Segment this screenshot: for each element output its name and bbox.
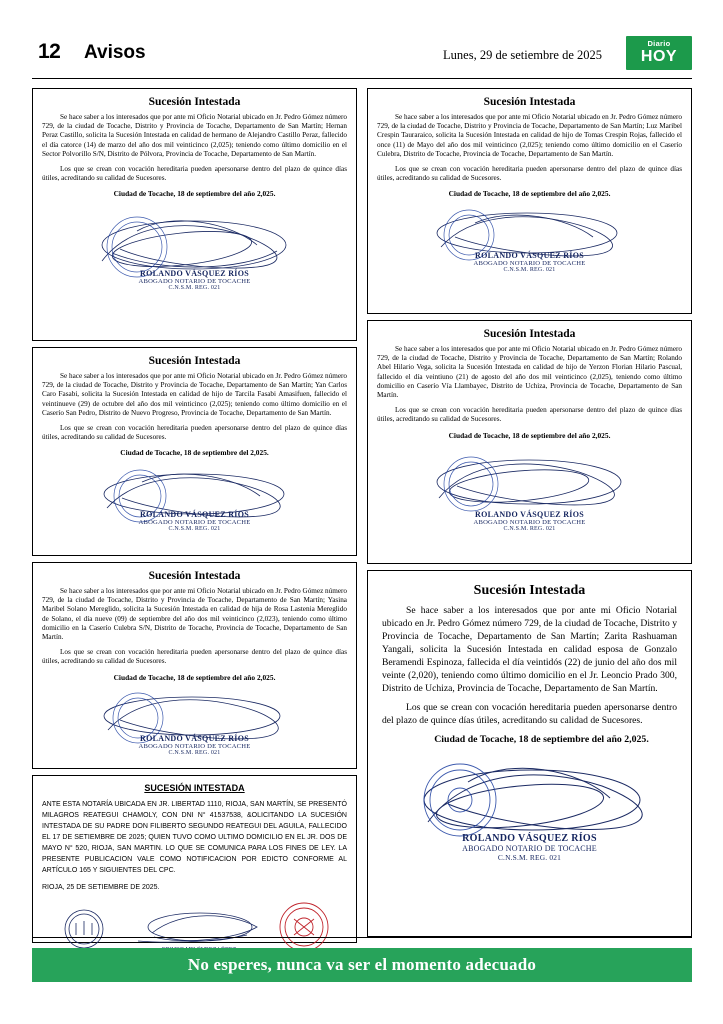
notice-body-2: Los que se crean con vocación hereditaria pueden apersonarse dentro del plazo de quince días útiles, acreditando su calidad de Sucesores. xyxy=(42,424,347,442)
notary-registration: C.N.S.M. REG. 021 xyxy=(503,525,556,532)
footer-banner xyxy=(32,948,692,982)
notice-box xyxy=(32,347,357,556)
notice-title: Sucesión Intestada xyxy=(148,570,241,582)
notary-signature xyxy=(377,201,682,279)
notary-name: ROLANDO VÁSQUEZ RÍOS xyxy=(140,733,249,743)
logo-bottom-text: HOY xyxy=(640,48,678,65)
notice-city-date: Ciudad de Tocache, 18 de septiembre del año 2,025. xyxy=(113,672,276,682)
notary-name: ROLANDO VÁSQUEZ RÍOS xyxy=(475,509,584,519)
notice-body-2: Los que se crean con vocación hereditaria pueden apersonarse dentro del plazo de quince días útiles, acreditando su calidad de Sucesores. xyxy=(42,165,347,183)
notice-body-2: Los que se crean con vocación hereditaria pueden apersonarse dentro del plazo de quince días útiles, acreditando su calidad de Sucesores. xyxy=(42,648,347,666)
notary-name: ROLANDO VÁSQUEZ RÍOS xyxy=(140,509,249,519)
notice-body-2: Los que se crean con vocación hereditaria pueden apersonarse dentro del plazo de quince días útiles, acreditando su calidad de Sucesores. xyxy=(377,165,682,183)
signature-name-block xyxy=(377,251,682,273)
notice-title: Sucesión Intestada xyxy=(148,355,241,367)
notice-title: Sucesión Intestada xyxy=(483,96,576,108)
footer-divider xyxy=(32,937,692,938)
notary-signature xyxy=(42,684,347,762)
notary-signature xyxy=(42,201,347,297)
publication-date: Lunes, 29 de setiembre de 2025 xyxy=(443,48,602,62)
notice-body-2: Los que se crean con vocación hereditaria pueden apersonarse dentro del plazo de quince días útiles, acreditando su calidad de Sucesores. xyxy=(377,406,682,424)
notice-body: Se hace saber a los interesados que por ante mi Oficio Notarial ubicado en Jr. Pedro Gómez número 729, de la ciudad de Tocache, Distrito y Provincia de Tocache, Departamento de San Martín; Yan Carlos Caro Fasabi, solicita la Sucesión Intestada en calidad de hijo de Tarcila Fasabi Amasifuen, fallecido el veintinueve (29) de octubre del año dos mil veinticinco (2,025); teniendo como último domicilio en el Caserío San Pedro, Distrito de Nuevo Progreso, Provincia de Tocache, Departamento de San Martín. xyxy=(42,372,348,417)
notice-title: Sucesión Intestada xyxy=(148,96,241,108)
notary-registration: C.N.S.M. REG. 021 xyxy=(168,284,221,291)
notary-name: ROLANDO VÁSQUEZ RÍOS xyxy=(140,268,249,278)
notary-registration: C.N.S.M. REG. 021 xyxy=(497,853,562,862)
notary-stamps xyxy=(42,899,347,955)
notary-registration: C.N.S.M. REG. 021 xyxy=(168,749,221,756)
footer-banner-text: No esperes, nunca va ser el momento adecuado xyxy=(187,955,537,974)
notice-city-date: Ciudad de Tocache, 18 de septiembre del año 2,025. xyxy=(113,189,276,199)
notary-signature xyxy=(382,748,677,868)
notice-body: Se hace saber a los interesados que por ante mi Oficio Notarial ubicado en Jr. Pedro Gómez número 729, de la ciudad de Tocache, Distrito y Provincia de Tocache, Departamento de San Martín; Yasina Maribel Solano Mereglido, solicita la Sucesión Intestada en calidad de hija de Rosa Lastenia Mereglido de Solano, el día nueve (09) de septiembre del año dos mil veinticinco (2,023), teniendo como último domicilio en la Caserío Culebra S/N, Distrito de Tocache, Provincia de Tocache, Departamento de San Martín. xyxy=(42,587,348,642)
notice-title: SUCESIÓN INTESTADA xyxy=(144,783,245,793)
notary-name: ROLANDO VÁSQUEZ RÍOS xyxy=(475,250,584,260)
notice-title: Sucesión Intestada xyxy=(473,583,586,598)
signature-name-block xyxy=(42,734,347,756)
notary-role: ABOGADO NOTARIO DE TOCACHE xyxy=(138,518,251,526)
section-title: Avisos xyxy=(84,42,146,63)
stamp-group-icon xyxy=(42,899,347,955)
notice-box xyxy=(367,320,692,564)
page-header xyxy=(32,39,692,76)
notice-box-rioja xyxy=(32,775,357,943)
signature-name-block xyxy=(42,510,347,532)
notary-role: ABOGADO NOTARIO DE TOCACHE xyxy=(473,259,586,267)
notice-box xyxy=(32,88,357,341)
notary-role: ABOGADO NOTARIO DE TOCACHE xyxy=(473,518,586,526)
notice-body: ANTE ESTA NOTARÍA UBICADA EN JR. LIBERTAD 1110, RIOJA, SAN MARTÍN, SE PRESENTÓ MILAGROS REATEGUI CHAMOLY, CON DNI N° 41537538, &OLICITANDO LA SUCESIÓN INTESTADA DE SU PADRE DON FILIBERTO SEGUNDO REATEGUI DEL AGUILA, FALLECIDO EL 17 DE SETIEMBRE DE 2025; QUIEN TUVO COMO ULTIMO DOMICILIO EN EL JR. DOS DE MAYO N° 520, RIOJA, SAN MARTIN. LO QUE SE COMUNICA PARA LOS FINES DE LEY. LA PRESENTE PUBLICACION VALE COMO NOTIFICACION POR EDICTO CONFORME AL ARTÍCULO 165 Y SIGUIENTES DEL CPC. xyxy=(42,801,347,874)
notary-name: ROLANDO VÁSQUEZ RÍOS xyxy=(462,833,597,844)
notice-box xyxy=(367,88,692,314)
notice-body: Se hace saber a los interesados que por ante mi Oficio Notarial ubicado en Jr. Pedro Gómez número 729, de la ciudad de Tocache, Distrito y Provincia de Tocache, Departamento de San Martín; Luz Maribel Crespin Tauraraico, solicita la Sucesión Intestada en calidad de hijo de Tomas Crespin Rojas, fallecido el once (11) de Mayo del año dos mil veinticinco (2,025); teniendo como último domicilio en el Caserío Culebra, Distrito de Tocache, Provincia de Tocache, Departamento de San Martín. xyxy=(377,113,683,158)
notice-title: Sucesión Intestada xyxy=(483,328,576,340)
notice-city-date: Ciudad de Tocache, 18 de septiembre del año 2,025. xyxy=(434,734,649,745)
notice-city-date: Ciudad de Tocache, 18 de septiembre del año 2,025. xyxy=(448,430,611,440)
notary-signature xyxy=(42,460,347,538)
notice-body: Se hace saber a los interesados que por ante mi Oficio Notarial ubicado en Jr. Pedro Gómez número 729, de la ciudad de Tocache, Distrito y Provincia de Tocache, Departamento de San Martín; Zarita Rashuaman Yangali, solicita la Sucesión Intestada en calidad esposa de Gonzalo Beramendi Espinoza, fallecida el día veintidós (22) de junio del año dos mil veinte (2,020), teniendo como último domicilio en el Jr. Leoncio Prado 300, Distrito de Uchiza, Provincia de Tocache, Departamento de San Martín. xyxy=(382,605,677,694)
right-column xyxy=(367,88,692,943)
notary-role: ABOGADO NOTARIO DE TOCACHE xyxy=(138,742,251,750)
signature-name-block xyxy=(42,269,347,291)
notice-city-date: Ciudad de Tocache, 18 de septiembre del año 2,025. xyxy=(448,189,611,199)
notice-body: Se hace saber a los interesados que por ante mi Oficio Notarial ubicado en Jr. Pedro Gómez número 729, de la ciudad de Tocache, Distrito y Provincia de Tocache, Departamento de San Martín; Hernan Peraz Castillo, solicita la Sucesión Intestada en calidad de hermano de Alejandro Castillo Peraz, fallecido el día catorce (14) de marzo del año dos mil veinticinco (2,025); teniendo como último domicilio en el Sector Polvorillo S/N, Distrito de Pólvora, Provincia de Tocache, Departamento de San Martín. xyxy=(42,113,348,158)
notary-role: ABOGADO NOTARIO DE TOCACHE xyxy=(462,844,597,853)
left-column xyxy=(32,88,357,949)
signature-name-block xyxy=(377,510,682,532)
logo-top-text: Diario xyxy=(647,39,671,48)
notice-box xyxy=(32,562,357,769)
notice-city-date: RIOJA, 25 DE SETIEMBRE DE 2025. xyxy=(42,884,160,891)
newspaper-logo xyxy=(626,36,692,70)
notary-registration: C.N.S.M. REG. 021 xyxy=(503,266,556,273)
notice-box xyxy=(367,570,692,937)
signature-name-block xyxy=(382,833,677,862)
page-number: 12 xyxy=(38,40,61,63)
notary-signature xyxy=(377,442,682,538)
notice-city-date: Ciudad de Tocache, 18 de septiembre del 2,025. xyxy=(120,448,269,458)
notice-body: Se hace saber a los interesados que por ante mi Oficio Notarial ubicado en Jr. Pedro Gómez número 729, de la ciudad de Tocache, Distrito y Provincia de Tocache, Departamento de San Martín; Rolando Abel Hilario Vega, solicita la Sucesión Intestada en calidad de hijo de Yerzon Florian Hilario Pascual, fallecido el día veintiuno (21) de agosto del año dos mil veinticinco (2,025), teniendo como último domicilio en Caserío Vía Llambayec, Distrito de Uchiza, Provincia de Tocache, Departamento de San Martín. xyxy=(377,345,683,400)
header-divider xyxy=(32,78,692,79)
notary-role: ABOGADO NOTARIO DE TOCACHE xyxy=(138,277,251,285)
notice-body-2: Los que se crean con vocación hereditaria pueden apersonarse dentro del plazo de quince días útiles, acreditando su calidad de Sucesores. xyxy=(382,702,677,726)
notary-registration: C.N.S.M. REG. 021 xyxy=(168,525,221,532)
